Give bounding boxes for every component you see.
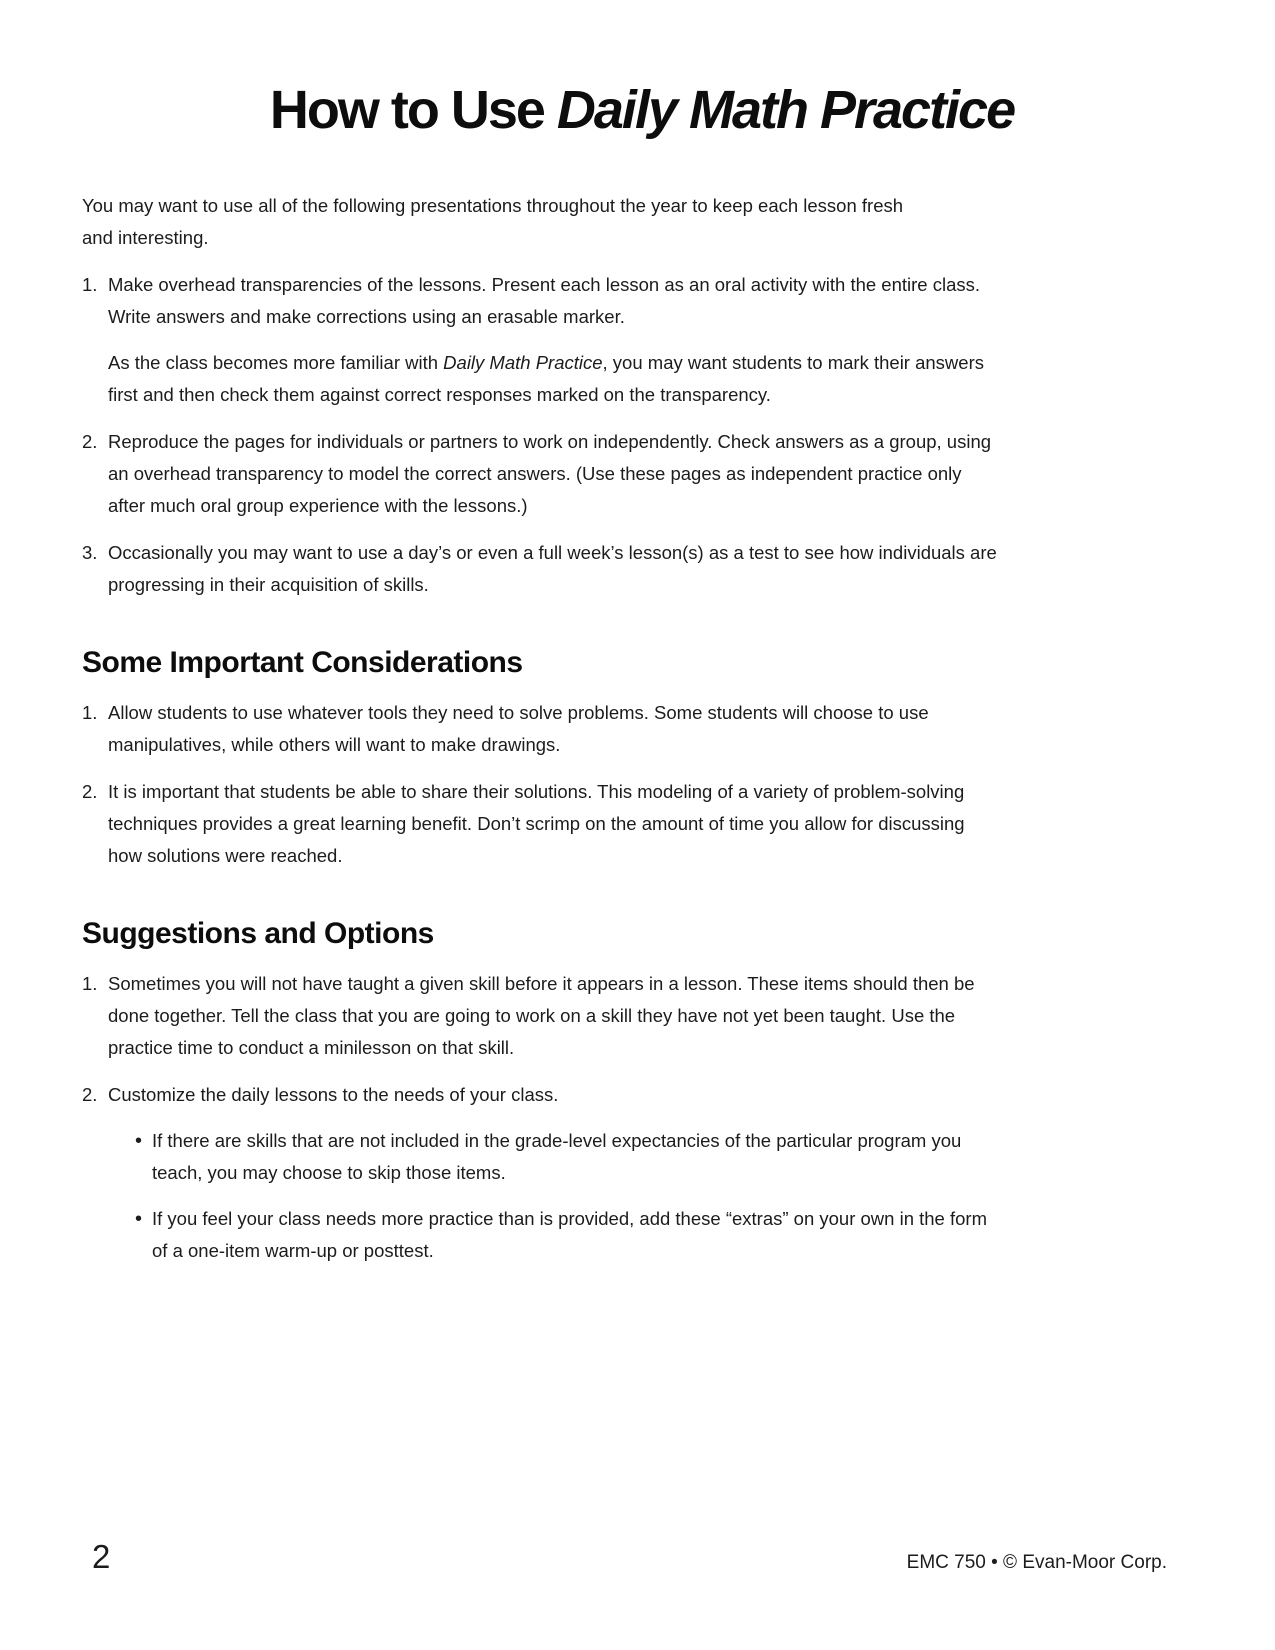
suggestions-bullet-2: [135, 1203, 1202, 1267]
item-line: done together. Tell the class that you are going to work on a skill they have not yet been taught. Use the: [108, 1005, 956, 1026]
item-line: Write answers and make corrections using an erasable marker.: [108, 306, 625, 327]
usage-item-3: [82, 537, 1202, 601]
item-text: [108, 776, 1202, 872]
item-line: Sometimes you will not have taught a given skill before it appears in a lesson. These items should then be: [108, 973, 975, 994]
item-line: progressing in their acquisition of skills.: [108, 574, 429, 595]
intro-paragraph: [82, 190, 1202, 254]
usage-item-2: [82, 426, 1202, 522]
item-line: after much oral group experience with the lessons.): [108, 495, 528, 516]
followup-line: first and then check them against correct responses marked on the transparency.: [108, 384, 771, 405]
followup-text: As the class becomes more familiar with: [108, 352, 444, 373]
page-title-book-name: Daily Math Practice: [556, 80, 1015, 140]
item-text: [108, 426, 1202, 522]
item-text: [108, 269, 1202, 333]
intro-line: and interesting.: [82, 227, 209, 248]
usage-item-1: [82, 269, 1202, 333]
page-title-regular: How to Use: [269, 80, 557, 140]
item-number: 3.: [82, 542, 98, 563]
bullet-text: [152, 1203, 987, 1267]
bullet-text: [152, 1125, 961, 1189]
item-line: Customize the daily lessons to the needs of your class.: [108, 1084, 559, 1105]
followup-text: , you may want students to mark their answers: [602, 352, 984, 373]
publisher-credit: EMC 750 • © Evan-Moor Corp.: [906, 1552, 1167, 1573]
item-line: Make overhead transparencies of the lessons. Present each lesson as an oral activity with the entire class.: [108, 274, 981, 295]
suggestions-item-1: [82, 968, 1202, 1064]
page-number: 2: [92, 1538, 111, 1575]
item-number: 1.: [82, 973, 98, 994]
item-line: how solutions were reached.: [108, 845, 343, 866]
considerations-item-2: [82, 776, 1202, 872]
item-line: practice time to conduct a minilesson on that skill.: [108, 1037, 515, 1058]
considerations-item-1: [82, 697, 1202, 761]
item-text: [108, 1079, 1202, 1111]
book-name-italic: Daily Math Practice: [443, 352, 603, 373]
bullet-line: teach, you may choose to skip those items.: [152, 1162, 506, 1183]
item-line: an overhead transparency to model the correct answers. (Use these pages as independent practice only: [108, 463, 962, 484]
item-text: [108, 537, 1202, 601]
bullet-line: If you feel your class needs more practice than is provided, add these “extras” on your own in the form: [152, 1208, 987, 1229]
item-line: It is important that students be able to share their solutions. This modeling of a variety of problem-solving: [108, 781, 965, 802]
item-line: manipulatives, while others will want to make drawings.: [108, 734, 561, 755]
page-title: [82, 80, 1202, 140]
bullet-icon: •: [135, 1208, 143, 1230]
item-line: techniques provides a great learning benefit. Don’t scrimp on the amount of time you allow for discussing: [108, 813, 965, 834]
page-content: [82, 0, 1202, 1267]
item-line: Reproduce the pages for individuals or partners to work on independently. Check answers as a group, using: [108, 431, 992, 452]
suggestions-bullet-1: [135, 1125, 1202, 1189]
suggestions-heading: Suggestions and Options: [82, 917, 434, 950]
item-text: [108, 697, 1202, 761]
intro-line: You may want to use all of the following presentations throughout the year to keep each lesson fresh: [82, 195, 904, 216]
item-number: 2.: [82, 431, 98, 452]
suggestions-item-2: [82, 1079, 1202, 1111]
item-number: 2.: [82, 781, 98, 802]
item-number: 1.: [82, 702, 98, 723]
item-number: 1.: [82, 274, 98, 295]
bullet-line: of a one-item warm-up or posttest.: [152, 1240, 434, 1261]
item-line: Occasionally you may want to use a day’s or even a full week’s lesson(s) as a test to see how individuals are: [108, 542, 997, 563]
item-line: Allow students to use whatever tools they need to solve problems. Some students will choose to use: [108, 702, 929, 723]
considerations-heading: Some Important Considerations: [82, 646, 523, 679]
usage-item-1-followup: [108, 347, 1202, 411]
bullet-icon: •: [135, 1130, 143, 1152]
item-number: 2.: [82, 1084, 98, 1105]
followup-line: [108, 347, 1202, 379]
item-text: [108, 968, 1202, 1064]
bullet-line: If there are skills that are not included in the grade-level expectancies of the particular program you: [152, 1130, 962, 1151]
